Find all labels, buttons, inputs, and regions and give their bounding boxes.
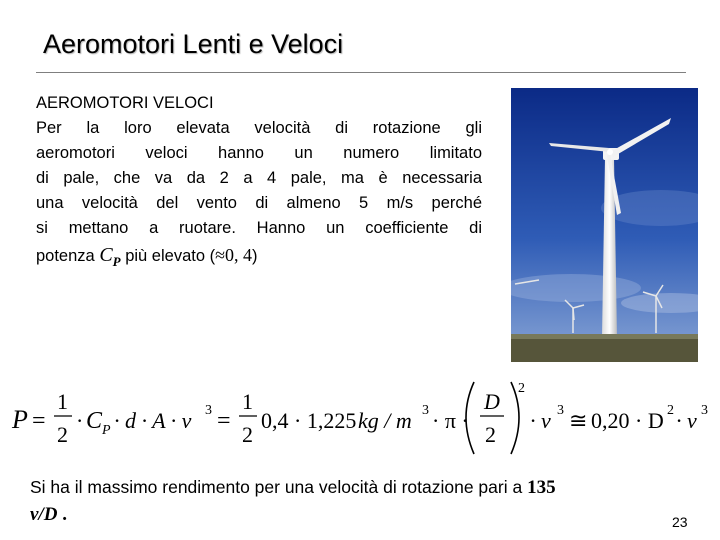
formula-pi: · π · <box>432 408 469 433</box>
title-divider <box>36 72 686 73</box>
formula-term2: 0,4 · 1,225 <box>261 408 357 433</box>
formula-cube-4: 3 <box>701 403 708 418</box>
formula-cp-sub: P <box>102 423 111 438</box>
formula-cp: C <box>86 408 103 434</box>
formula-result-v: · v <box>676 408 697 433</box>
formula-term1: · d · A · v <box>114 408 192 433</box>
paragraph-line-5: si mettano a ruotare. Hanno un coefficiente di <box>36 219 482 237</box>
wind-turbine-illustration <box>511 88 698 362</box>
formula-half-den-2: 2 <box>242 422 253 447</box>
formula-cube-1: 3 <box>205 403 212 418</box>
paragraph-line-1: Per la loro elevata velocità di rotazione gli <box>36 119 482 137</box>
formula-paren-num: D <box>484 389 500 414</box>
formula-half-num-2: 1 <box>242 389 253 414</box>
potenza-label: potenza <box>36 247 95 265</box>
formula-v-term: · v <box>530 408 551 433</box>
approx-value: ≈0, 4 <box>215 245 252 265</box>
power-formula <box>6 374 714 460</box>
bottom-v-over-d: v/D <box>30 504 58 525</box>
wind-turbine-photo <box>511 88 698 362</box>
formula-equals-1: = <box>32 408 46 434</box>
formula-half-den-1: 2 <box>57 422 68 447</box>
formula-result: 0,20 · D <box>591 408 664 433</box>
higher-label: più elevato ( <box>125 247 216 265</box>
paragraph-line-4: una velocità del vento di almeno 5 m/s perché <box>36 194 482 212</box>
section-heading: AEROMOTORI VELOCI <box>36 94 214 112</box>
formula-equals-2: = <box>217 408 231 434</box>
formula-paren-den: 2 <box>485 422 496 447</box>
formula-lhs: P <box>12 405 28 434</box>
slide-title: Aeromotori Lenti e Veloci <box>43 29 344 59</box>
bottom-text-end: . <box>57 504 67 525</box>
page-number: 23 <box>672 514 688 530</box>
formula-cube-3: 3 <box>557 403 564 418</box>
formula-square-2: 2 <box>667 403 674 418</box>
formula-approx-sign: ≅ <box>569 408 588 433</box>
paragraph-line-6 <box>36 243 482 274</box>
paragraph-line-2: aeromotori veloci hanno un numero limitato <box>36 144 482 162</box>
cp-symbol: $C_P$ <box>99 244 121 269</box>
bottom-text <box>30 474 700 528</box>
close-paren: ) <box>251 247 258 265</box>
body-text <box>36 91 482 274</box>
formula-dot-1: · <box>76 408 84 433</box>
paragraph-line-3: di pale, che va da 2 a 4 pale, ma è necessaria <box>36 169 482 187</box>
formula-cube-2: 3 <box>422 403 429 418</box>
formula-units: kg / m <box>358 408 412 433</box>
formula-square: 2 <box>518 381 525 396</box>
bottom-value: 135 <box>527 477 556 498</box>
bottom-text-prefix: Si ha il massimo rendimento per una velocità di rotazione pari a <box>30 477 528 497</box>
formula-half-num-1: 1 <box>57 389 68 414</box>
cp-subscript: P <box>112 254 121 269</box>
